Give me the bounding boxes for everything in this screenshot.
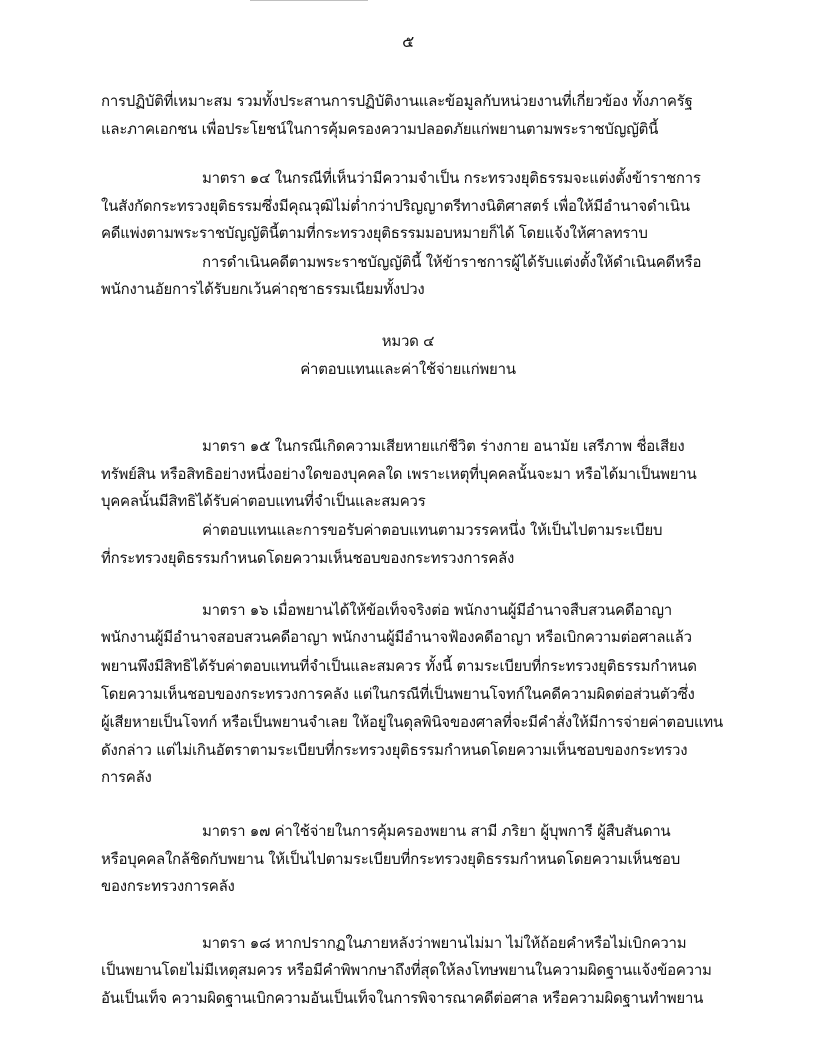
chapter-title: ค่าตอบแทนและค่าใช้จ่ายแก่พยาน — [300, 360, 516, 378]
text-line: บุคคลนั้นมีสิทธิได้รับค่าตอบแทนที่จำเป็นและสมควร — [101, 492, 426, 510]
text-line: มาตรา ๑๕ ในกรณีเกิดความเสียหายแก่ชีวิต ร่างกาย อนามัย เสรีภาพ ชื่อเสียง — [202, 437, 685, 455]
text-line: ค่าตอบแทนและการขอรับค่าตอบแทนตามวรรคหนึ่ง ให้เป็นไปตามระเบียบ — [202, 521, 663, 539]
text-line: มาตรา ๑๗ ค่าใช้จ่ายในการคุ้มครองพยาน สามี ภริยา ผู้บุพการี ผู้สืบสันดาน — [202, 822, 671, 840]
text-line: การคลัง — [101, 768, 152, 786]
text-line: ดังกล่าว แต่ไม่เกินอัตราตามระเบียบที่กระทรวงยุติธรรมกำหนดโดยความเห็นชอบของกระทรวง — [101, 741, 688, 759]
text-line: การปฏิบัติที่เหมาะสม รวมทั้งประสานการปฏิบัติงานและข้อมูลกับหน่วยงานที่เกี่ยวข้อง ทั้งภาครัฐ — [101, 92, 693, 110]
text-line: คดีแพ่งตามพระราชบัญญัตินี้ตามที่กระทรวงยุติธรรมมอบหมายก็ได้ โดยแจ้งให้ศาลทราบ — [101, 224, 648, 242]
text-line: การดำเนินคดีตามพระราชบัญญัตินี้ ให้ข้าราชการผู้ได้รับแต่งตั้งให้ดำเนินคดีหรือ — [202, 253, 702, 271]
chapter-heading: หมวด ๔ — [381, 332, 435, 350]
text-line: มาตรา ๑๖ เมื่อพยานได้ให้ข้อเท็จจริงต่อ พนักงานผู้มีอำนาจสืบสวนคดีอาญา — [202, 601, 672, 619]
text-line: พยานพึงมีสิทธิได้รับค่าตอบแทนที่จำเป็นและสมควร ทั้งนี้ ตามระเบียบที่กระทรวงยุติธรรมกำหนด — [101, 657, 697, 675]
text-line: ผู้เสียหายเป็นโจทก์ หรือเป็นพยานจำเลย ให้อยู่ในดุลพินิจของศาลที่จะมีคำสั่งให้มีการจ่ายค่าตอบแทน — [101, 713, 723, 731]
text-line: ในสังกัดกระทรวงยุติธรรมซึ่งมีคุณวุฒิไม่ต่ำกว่าปริญญาตรีทางนิติศาสตร์ เพื่อให้มีอำนาจดำเนิน — [101, 197, 690, 215]
text-line: ที่กระทรวงยุติธรรมกำหนดโดยความเห็นชอบของกระทรวงการคลัง — [101, 549, 515, 567]
text-line: และภาคเอกชน เพื่อประโยชน์ในการคุ้มครองความปลอดภัยแก่พยานตามพระราชบัญญัตินี้ — [101, 120, 659, 138]
text-line: โดยความเห็นชอบของกระทรวงการคลัง แต่ในกรณีที่เป็นพยานโจทก์ในคดีความผิดต่อส่วนตัวซึ่ง — [101, 685, 695, 703]
text-line: มาตรา ๑๘ หากปรากฏในภายหลังว่าพยานไม่มา ไม่ให้ถ้อยคำหรือไม่เบิกความ — [202, 934, 687, 952]
text-line: พนักงานผู้มีอำนาจสอบสวนคดีอาญา พนักงานผู้มีอำนาจฟ้องคดีอาญา หรือเบิกความต่อศาลแล้ว — [101, 628, 692, 646]
top-rule — [250, 0, 368, 1]
text-line: พนักงานอัยการได้รับยกเว้นค่าฤชาธรรมเนียมทั้งปวง — [101, 280, 425, 298]
text-line: มาตรา ๑๔ ในกรณีที่เห็นว่ามีความจำเป็น กระทรวงยุติธรรมจะแต่งตั้งข้าราชการ — [202, 169, 701, 187]
text-line: เป็นพยานโดยไม่มีเหตุสมควร หรือมีคำพิพากษาถึงที่สุดให้ลงโทษพยานในความผิดฐานแจ้งข้อความ — [101, 961, 712, 979]
text-line: อันเป็นเท็จ ความผิดฐานเบิกความอันเป็นเท็จในการพิจารณาคดีต่อศาล หรือความผิดฐานทำพยาน — [101, 989, 704, 1007]
text-line: ของกระทรวงการคลัง — [101, 877, 235, 895]
text-line: ทรัพย์สิน หรือสิทธิอย่างหนึ่งอย่างใดของบุคคลใด เพราะเหตุที่บุคคลนั้นจะมา หรือได้มาเป็นพยาน — [101, 465, 697, 483]
page-number: ๕ — [402, 32, 414, 51]
text-line: หรือบุคคลใกล้ชิดกับพยาน ให้เป็นไปตามระเบียบที่กระทรวงยุติธรรมกำหนดโดยความเห็นชอบ — [101, 850, 680, 868]
